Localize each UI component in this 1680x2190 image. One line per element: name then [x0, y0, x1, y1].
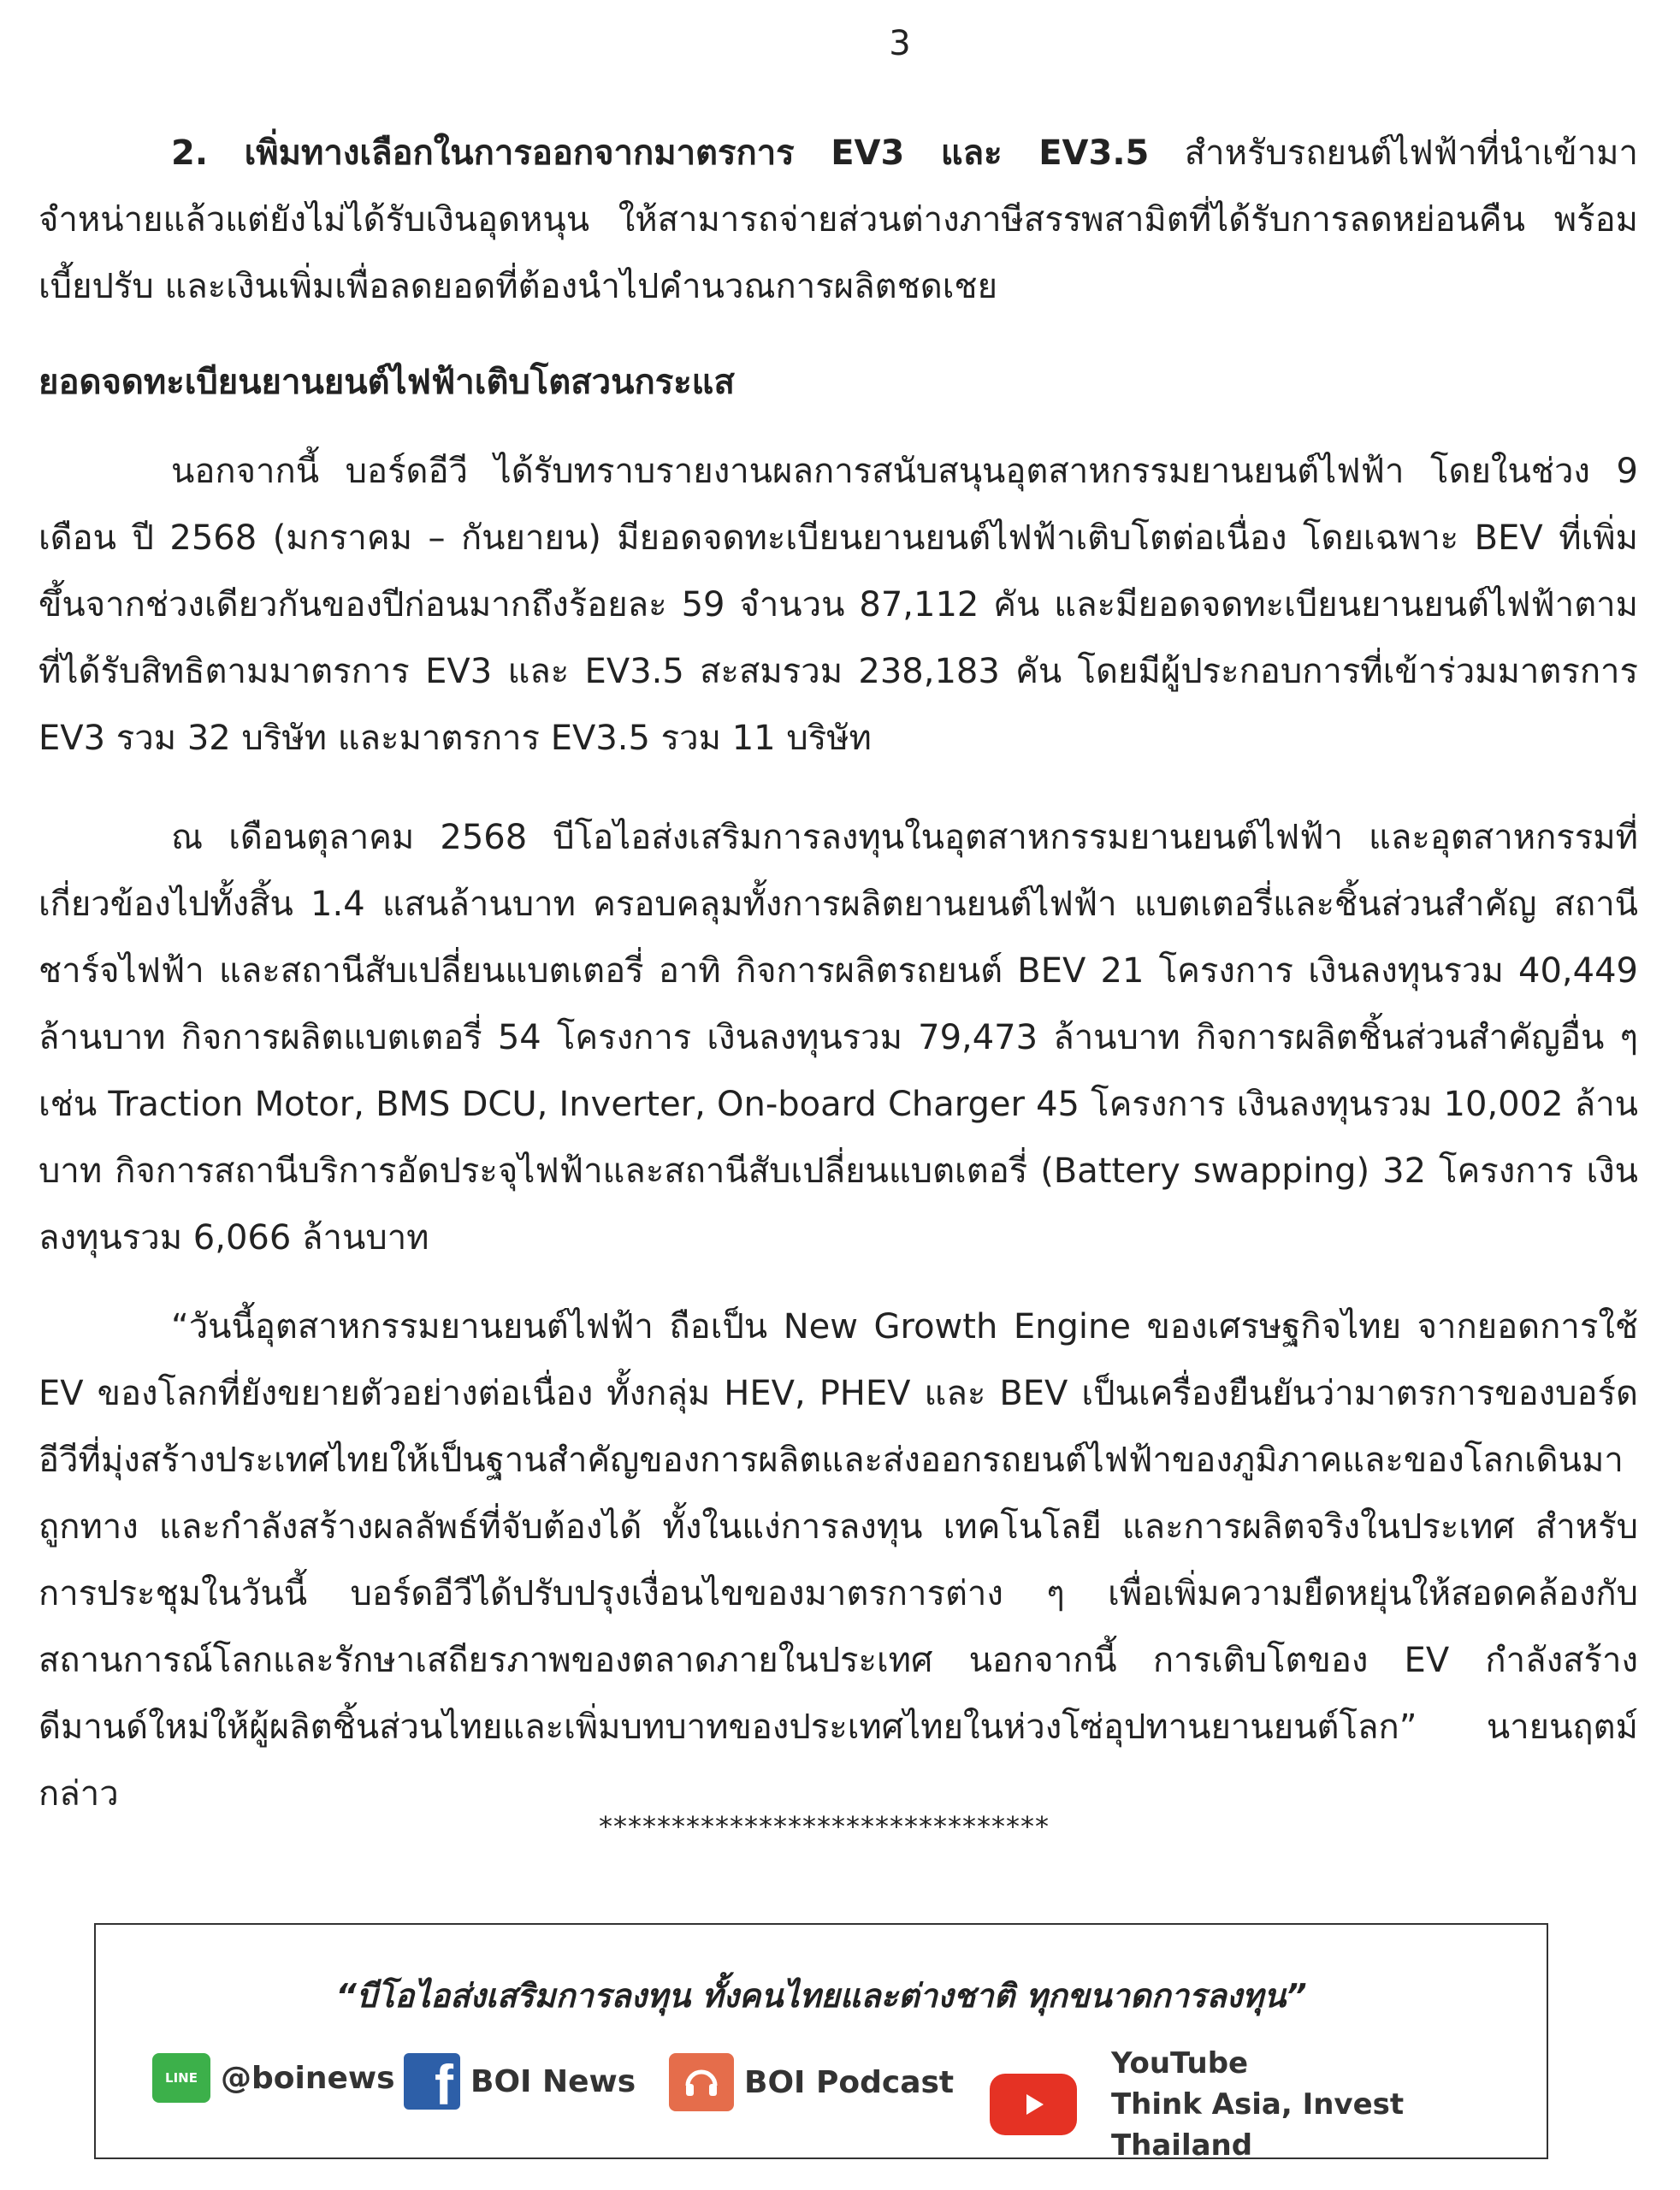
youtube-account[interactable]	[990, 2043, 1547, 2166]
measure-2-title: 2. เพิ่มทางเลือกในการออกจากมาตรการ EV3 และ EV3.5	[171, 133, 1150, 173]
asterisk-divider: *******************************	[599, 1810, 1050, 1843]
measure-2-text: สำหรับรถยนต์ไฟฟ้าที่นำเข้ามาจำหน่ายแล้วแต่ยังไม่ได้รับเงินอุดหนุน ให้สามารถจ่ายส่วนต่างภาษีสรรพสามิตที่ได้รับการลดหย่อนคืน พร้อมเบี้ยปรับ และเงินเพิ่มเพื่อลดยอดที่ต้องนำไปคำนวณการผลิตชดเชย	[38, 133, 1638, 306]
facebook-account[interactable]	[404, 2053, 636, 2116]
paragraph-measure-2	[38, 120, 1638, 320]
line-account[interactable]	[152, 2053, 395, 2103]
podcast-account[interactable]	[669, 2053, 954, 2111]
paragraph-registration: นอกจากนี้ บอร์ดอีวี ได้รับทราบรายงานผลการสนับสนุนอุตสาหกรรมยานยนต์ไฟฟ้า โดยในช่วง 9 เดือน ปี 2568 (มกราคม – กันยายน) มียอดจดทะเบียนยานยนต์ไฟฟ้าเติบโตต่อเนื่อง โดยเฉพาะ BEV ที่เพิ่มขึ้นจากช่วงเดียวกันของปีก่อนมากถึงร้อยละ 59 จำนวน 87,112 คัน และมียอดจดทะเบียนยานยนต์ไฟฟ้าตามที่ได้รับสิทธิตามมาตรการ EV3 และ EV3.5 สะสมรวม 238,183 คัน โดยมีผู้ประกอบการที่เข้าร่วมมาตรการ EV3 รวม 32 บริษัท และมาตรการ EV3.5 รวม 11 บริษัท	[38, 452, 1638, 758]
podcast-label: BOI Podcast	[744, 2064, 955, 2100]
youtube-title: YouTube	[1110, 2046, 1249, 2080]
youtube-channel: Think Asia, Invest Thailand	[1110, 2087, 1405, 2163]
paragraph-investment: ณ เดือนตุลาคม 2568 บีโอไอส่งเสริมการลงทุนในอุตสาหกรรมยานยนต์ไฟฟ้า และอุตสาหกรรมที่เกี่ยวข้องไปทั้งสิ้น 1.4 แสนล้านบาท ครอบคลุมทั้งการผลิตยานยนต์ไฟฟ้า แบตเตอรี่และชิ้นส่วนสำคัญ สถานีชาร์จไฟฟ้า และสถานีสับเปลี่ยนแบตเตอรี่ อาทิ กิจการผลิตรถยนต์ BEV 21 โครงการ เงินลงทุนรวม 40,449 ล้านบาท กิจการผลิตแบตเตอรี่ 54 โครงการ เงินลงทุนรวม 79,473 ล้านบาท กิจการผลิตชิ้นส่วนสำคัญอื่น ๆ เช่น Traction Motor, BMS DCU, Inverter, On-board Charger 45 โครงการ เงินลงทุนรวม 10,002 ล้านบาท กิจการสถานีบริการอัดประจุไฟฟ้าและสถานีสับเปลี่ยนแบตเตอรี่ (Battery swapping) 32 โครงการ เงินลงทุนรวม 6,066 ล้านบาท	[38, 818, 1638, 1258]
facebook-icon: f	[404, 2053, 460, 2110]
footer-box	[94, 1923, 1548, 2163]
podcast-icon	[669, 2053, 734, 2111]
line-label: @boinews	[221, 2060, 395, 2096]
page-number: 3	[889, 24, 911, 63]
youtube-play-icon	[990, 2074, 1077, 2135]
paragraph-quote: “วันนี้อุตสาหกรรมยานยนต์ไฟฟ้า ถือเป็น New Growth Engine ของเศรษฐกิจไทย จากยอดการใช้ EV ของโลกที่ยังขยายตัวอย่างต่อเนื่อง ทั้งกลุ่ม HEV, PHEV และ BEV เป็นเครื่องยืนยันว่ามาตรการของบอร์ดอีวีที่มุ่งสร้างประเทศไทยให้เป็นฐานสำคัญของการผลิตและส่งออกรถยนต์ไฟฟ้าของภูมิภาคและของโลกเดินมาถูกทาง และกำลังสร้างผลลัพธ์ที่จับต้องได้ ทั้งในแง่การลงทุน เทคโนโลยี และการผลิตจริงในประเทศ สำหรับการประชุมในวันนี้ บอร์ดอีวีได้ปรับปรุงเงื่อนไขของมาตรการต่าง ๆ เพื่อเพิ่มความยืดหยุ่นให้สอดคล้องกับสถานการณ์โลกและรักษาเสถียรภาพของตลาดภายในประเทศ นอกจากนี้ การเติบโตของ EV กำลังสร้างดีมานด์ใหม่ให้ผู้ผลิตชิ้นส่วนไทยและเพิ่มบทบาทของประเทศไทยในห่วงโซ่อุปทานยานยนต์โลก” นายนฤตม์ กล่าว	[38, 1307, 1638, 1814]
facebook-label: BOI News	[470, 2063, 636, 2099]
line-icon: LINE	[152, 2053, 210, 2103]
document-body	[38, 120, 1638, 1827]
footer-slogan: “บีโอไอส่งเสริมการลงทุน ทั้งคนไทยและต่างชาติ ทุกขนาดการลงทุน”	[335, 1977, 1307, 2015]
section-heading: ยอดจดทะเบียนยานยนต์ไฟฟ้าเติบโตสวนกระแส	[38, 363, 735, 402]
